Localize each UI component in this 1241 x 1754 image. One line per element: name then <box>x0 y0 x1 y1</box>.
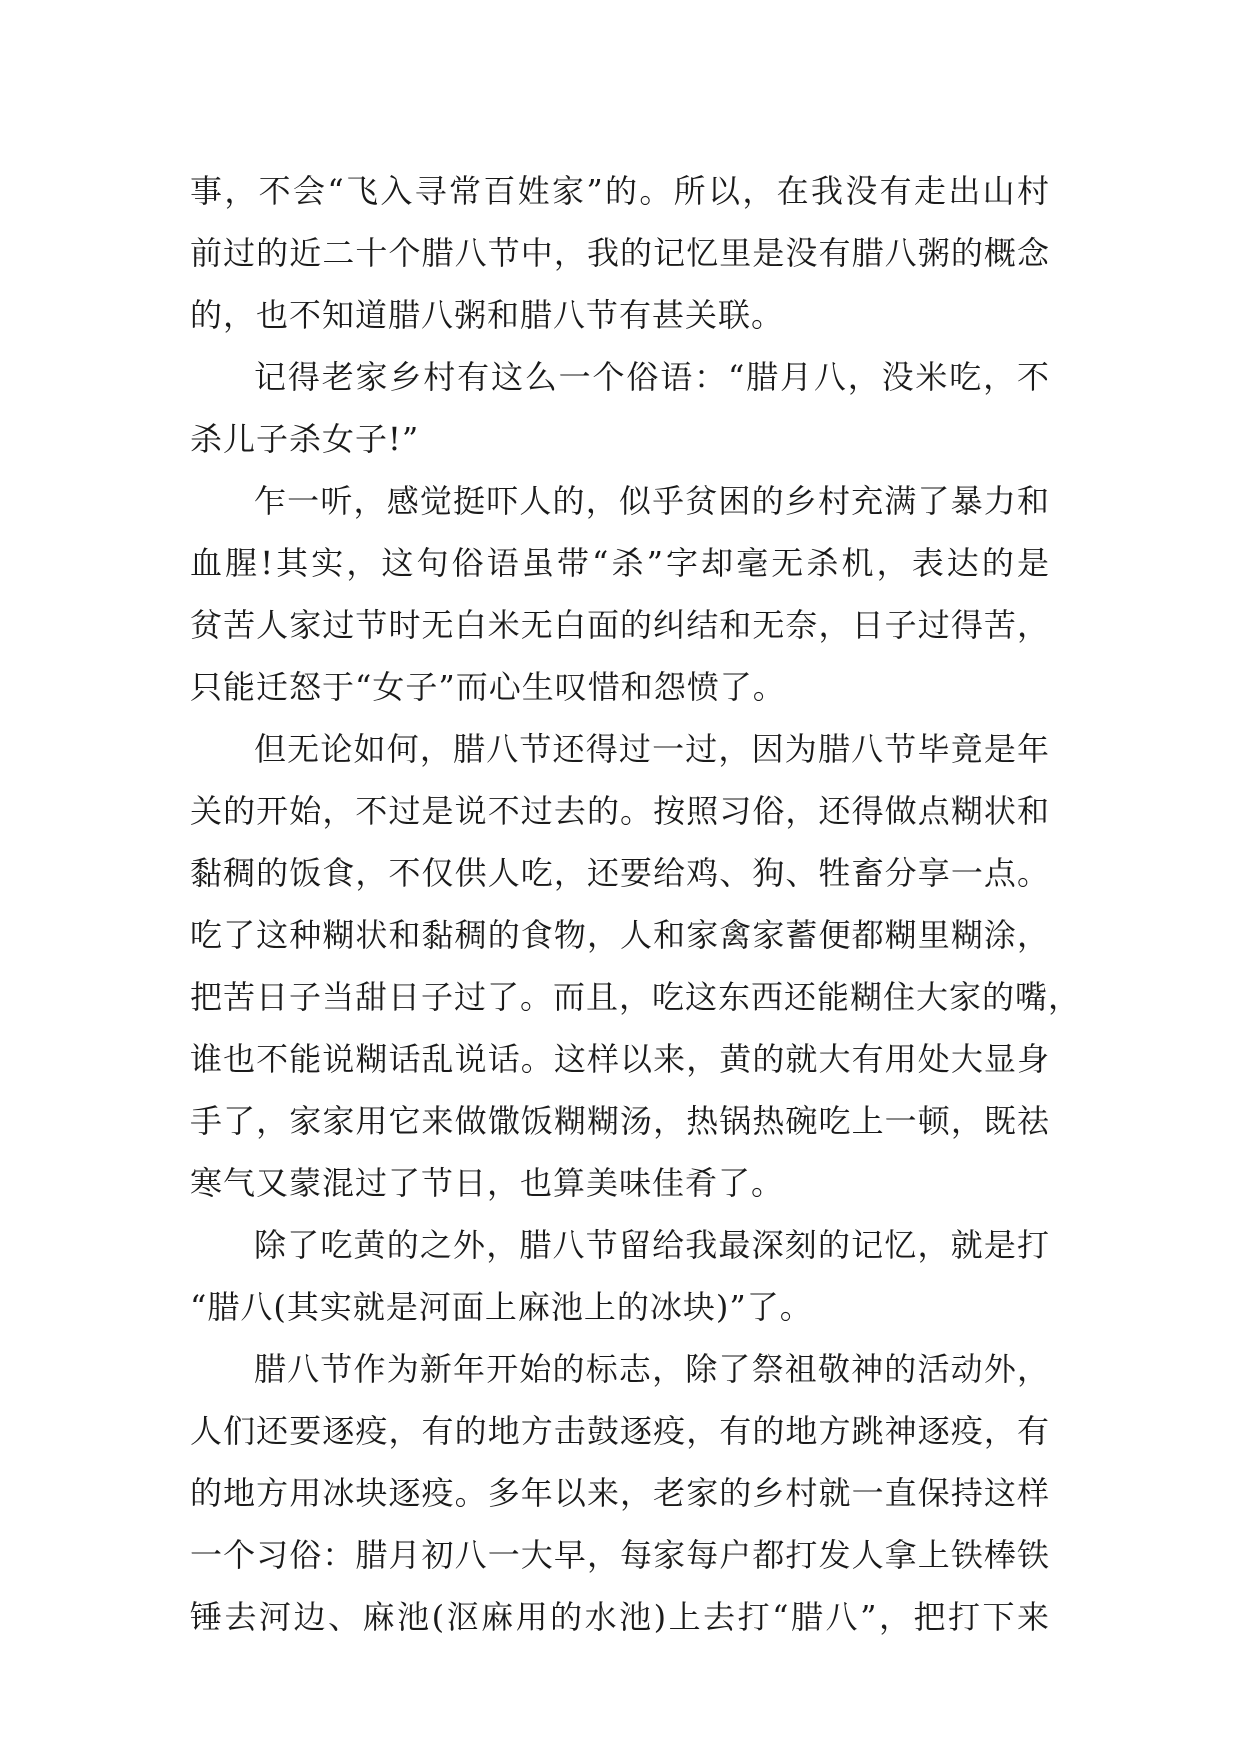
text-line: 手了，家家用它来做馓饭糊糊汤，热锅热碗吃上一顿，既祛 <box>190 1102 1050 1140</box>
text-line: 但无论如何，腊八节还得过一过，因为腊八节毕竟是年 <box>254 730 1050 768</box>
text-line: 一个习俗：腊月初八一大早，每家每户都打发人拿上铁棒铁 <box>190 1536 1050 1574</box>
text-line: 除了吃黄的之外，腊八节留给我最深刻的记忆，就是打 <box>254 1226 1050 1264</box>
text-line: 吃了这种糊状和黏稠的食物，人和家禽家蓄便都糊里糊涂， <box>190 916 1050 954</box>
text-line: 记得老家乡村有这么一个俗语：“腊月八，没米吃，不 <box>254 358 1050 396</box>
text-line: 把苦日子当甜日子过了。而且，吃这东西还能糊住大家的嘴， <box>190 978 1082 1016</box>
text-line: “腊八(其实就是河面上麻池上的冰块)”了。 <box>190 1288 813 1326</box>
text-line: 谁也不能说糊话乱说话。这样以来，黄的就大有用处大显身 <box>190 1040 1050 1078</box>
text-line: 锤去河边、麻池(沤麻用的水池)上去打“腊八”，把打下来 <box>190 1598 1050 1636</box>
text-line: 只能迁怒于“女子”而心生叹惜和怨愤了。 <box>190 668 786 706</box>
text-line: 寒气又蒙混过了节日，也算美味佳肴了。 <box>190 1164 785 1202</box>
text-line: 杀儿子杀女子!” <box>190 420 420 458</box>
text-line: 关的开始，不过是说不过去的。按照习俗，还得做点糊状和 <box>190 792 1050 830</box>
text-line: 前过的近二十个腊八节中，我的记忆里是没有腊八粥的概念 <box>190 234 1050 272</box>
text-line: 的，也不知道腊八粥和腊八节有甚关联。 <box>190 296 785 334</box>
text-line: 血腥!其实，这句俗语虽带“杀”字却毫无杀机，表达的是 <box>190 544 1050 582</box>
body-text <box>190 160 1082 1648</box>
text-line: 乍一听，感觉挺吓人的，似乎贫困的乡村充满了暴力和 <box>254 482 1050 520</box>
text-line: 贫苦人家过节时无白米无白面的纠结和无奈，日子过得苦， <box>190 606 1050 644</box>
text-line: 事，不会“飞入寻常百姓家”的。所以，在我没有走出山村 <box>190 172 1050 210</box>
text-line: 腊八节作为新年开始的标志，除了祭祖敬神的活动外， <box>254 1350 1050 1388</box>
text-line: 人们还要逐疫，有的地方击鼓逐疫，有的地方跳神逐疫，有 <box>190 1412 1050 1450</box>
text-line: 黏稠的饭食，不仅供人吃，还要给鸡、狗、牲畜分享一点。 <box>190 854 1050 892</box>
text-line: 的地方用冰块逐疫。多年以来，老家的乡村就一直保持这样 <box>190 1474 1050 1512</box>
